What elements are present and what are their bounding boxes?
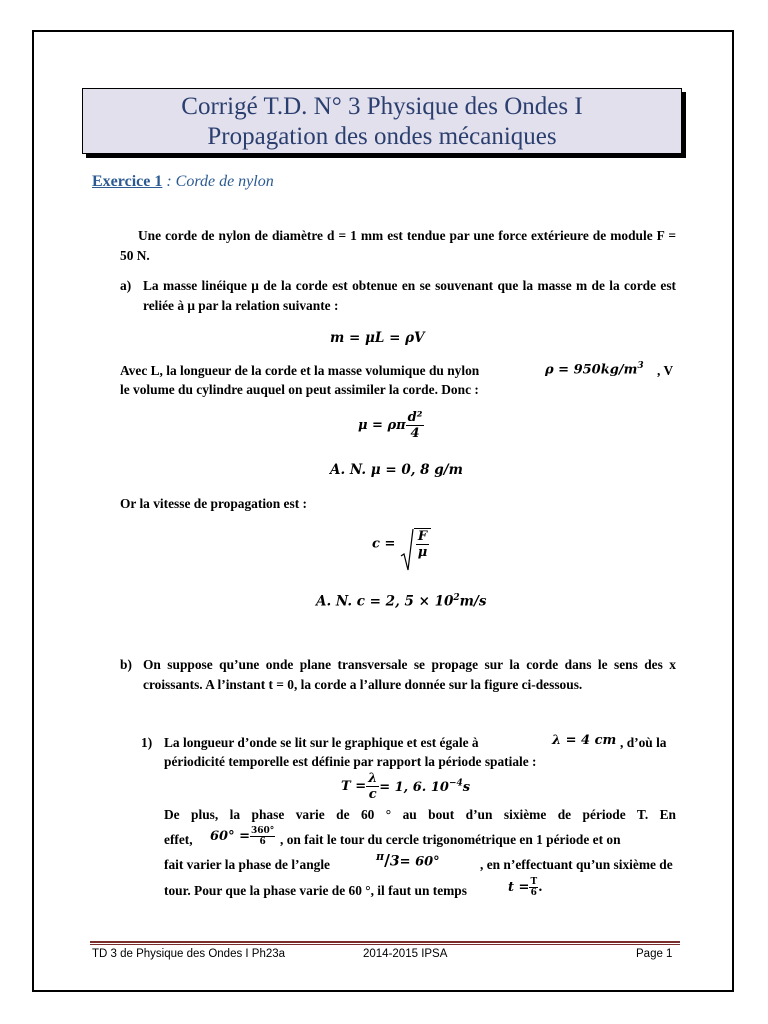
time-fraction — [529, 877, 538, 898]
footer-page-number: Page 1 — [636, 948, 673, 960]
period-rhs — [379, 780, 470, 795]
pi-equals: = 60° — [399, 854, 440, 870]
item-1-line-1b: , d’où la — [620, 735, 667, 750]
mu-lhs: μ = ρπ — [358, 418, 406, 433]
avec-line-1: Avec L, la longueur de la corde et la masse volumique du nylon — [120, 363, 480, 378]
sixty-degrees-equation — [210, 826, 275, 847]
rho-value-text: ρ = 950kg/m — [545, 362, 638, 378]
vitesse-sentence: Or la vitesse de propagation est : — [120, 496, 307, 511]
pi-numerator: π — [376, 850, 385, 863]
an-c-exponent: 2 — [453, 593, 460, 603]
part-a-text: La masse linéique μ de la corde est obtenue en se souvenant que la masse m de la corde est reliée à μ par la relation suivante : — [143, 278, 676, 313]
c-denominator: μ — [417, 545, 428, 560]
title-line-1: Corrigé T.D. N° 3 Physique des Ondes I — [181, 93, 583, 120]
rho-value-exponent: 3 — [637, 361, 644, 371]
period-denominator: c — [368, 787, 377, 802]
intro-paragraph: Une corde de nylon de diamètre d = 1 mm est tendue par une force extérieure de module F = 50 N. — [120, 228, 676, 263]
mu-fraction — [406, 410, 425, 441]
sqrt-symbol — [400, 528, 431, 560]
item-1-line-4b: , on fait le tour du cercle trigonométrique en 1 période et on — [280, 832, 621, 847]
equation-period — [341, 771, 470, 802]
time-equation — [508, 877, 543, 898]
c-numerator: F — [417, 529, 428, 544]
part-b-text: On suppose qu’une onde plane transversale se propage sur la corde dans le sens des x croissants. A l’instant t = 0, la corde a l’allure donnée sur la figure ci-dessous. — [143, 657, 676, 692]
footer-rule-bottom — [90, 944, 680, 945]
exercise-label: Exercice 1 — [92, 173, 163, 190]
time-lhs: t = — [508, 880, 530, 895]
avec-line-2: le volume du cylindre auquel on peut assimiler la corde. Donc : — [120, 382, 479, 397]
sixty-denominator: 6 — [259, 837, 266, 847]
footer-rule-top — [90, 941, 680, 943]
sixty-numerator: 360° — [251, 826, 275, 836]
equation-mu — [358, 410, 424, 441]
mu-denominator: 4 — [410, 426, 420, 441]
item-1-line-5a: fait varier la phase de l’angle — [164, 857, 331, 872]
sqrt-icon — [400, 528, 414, 572]
lambda-value: λ = 4 cm — [552, 733, 617, 748]
footer-left: TD 3 de Physique des Ondes I Ph23a — [92, 948, 286, 960]
period-fraction — [366, 771, 379, 802]
avec-v: , V — [657, 363, 674, 378]
sqrt-radicand — [414, 528, 431, 560]
item-1-line-4a: effet, — [164, 832, 193, 847]
pi-over-three: $^\pi$/3= 60° — [376, 850, 440, 870]
item-1-line-1a: La longueur d’onde se lit sur le graphique et est égale à — [164, 735, 479, 750]
c-fraction — [416, 529, 429, 560]
mu-numerator: d² — [407, 410, 423, 425]
equation-an-c — [316, 593, 486, 610]
an-c-text: A. N. c = 2, 5 × 10 — [316, 593, 454, 610]
period-lhs: T = — [341, 779, 367, 794]
title-line-2: Propagation des ondes mécaniques — [207, 123, 557, 150]
item-1-line-6a: tour. Pour que la phase varie de 60 °, il faut un temps — [164, 883, 467, 898]
exercise-heading — [92, 173, 274, 191]
sixty-degrees-lhs: 60° = — [210, 829, 251, 844]
period-numerator: λ — [368, 771, 378, 786]
item-1-marker: 1) — [141, 735, 153, 750]
time-dot: . — [538, 880, 543, 895]
item-1-line-3: De plus, la phase varie de 60 ° au bout d’un sixième de période T. En — [164, 807, 676, 822]
item-1-line-5b: , en n’effectuant qu’un sixième de — [480, 857, 673, 872]
part-a-marker: a) — [120, 278, 132, 293]
time-numerator: T — [530, 877, 538, 887]
period-rhs-unit: s — [462, 779, 471, 795]
item-1-line-2: périodicité temporelle est définie par rapport la période spatiale : — [164, 754, 537, 769]
period-rhs-exponent: −4 — [448, 778, 463, 789]
sixty-fraction — [250, 826, 275, 847]
rho-value — [545, 361, 644, 377]
three-denominator: 3 — [389, 853, 400, 870]
equation-an-mu: A. N. μ = 0, 8 g/m — [330, 462, 463, 478]
title-box — [82, 88, 682, 154]
equation-c — [372, 528, 431, 560]
time-denominator: 6 — [530, 888, 537, 898]
footer-center: 2014-2015 IPSA — [363, 948, 448, 960]
part-b-marker: b) — [120, 657, 132, 672]
c-lhs: c = — [372, 536, 396, 552]
an-c-unit: m/s — [459, 593, 487, 610]
period-rhs-value: = 1, 6. 10 — [379, 779, 449, 795]
exercise-subtitle: : Corde de nylon — [162, 173, 274, 190]
equation-mass: m = μL = ρV — [330, 330, 425, 346]
